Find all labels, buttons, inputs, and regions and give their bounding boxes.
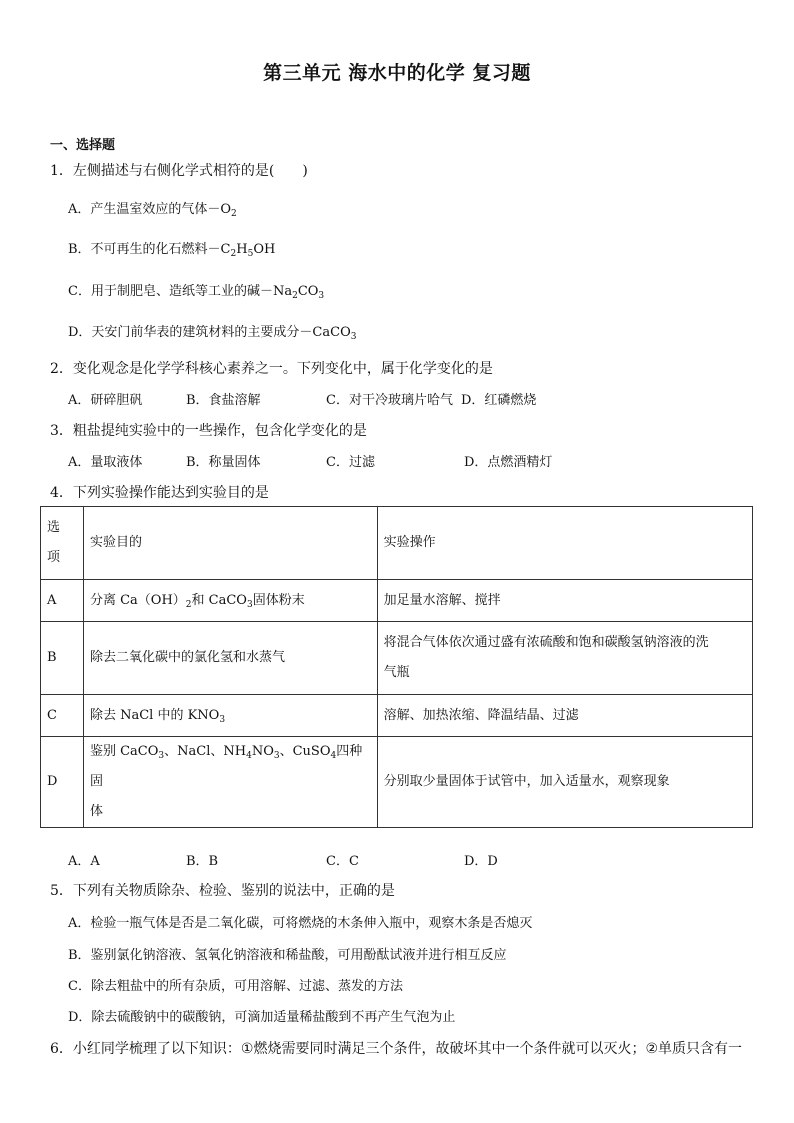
question-4-option-b: B．B xyxy=(186,854,219,869)
table-header-row xyxy=(41,507,753,580)
question-5-option-b: B．鉴别氯化钠溶液、氢氧化钠溶液和稀盐酸，可用酚酞试液并进行相互反应 xyxy=(68,948,507,963)
question-3-option-d: D．点燃酒精灯 xyxy=(464,455,553,470)
question-2-option-d: D．红磷燃烧 xyxy=(461,393,537,408)
question-3-option-a: A．量取液体 xyxy=(68,455,143,470)
question-2-stem: 2．变化观念是化学学科核心素养之一。下列变化中，属于化学变化的是 xyxy=(50,361,493,377)
question-5-option-d: D．除去硫酸钠中的碳酸钠，可滴加适量稀盐酸到不再产生气泡为止 xyxy=(68,1010,456,1025)
row-b-purpose: 除去二氧化碳中的氯化氢和水蒸气 xyxy=(83,622,377,695)
question-1-option-d: D．天安门前华表的建筑材料的主要成分－CaCO$_3$ xyxy=(68,325,357,342)
row-d-operation: 分别取少量固体于试管中，加入适量水，观察现象 xyxy=(377,737,752,828)
page-title: 第三单元 海水中的化学 复习题 xyxy=(263,62,531,84)
row-a-purpose: 分离 $Ca(OH)_2$和 CaCO$_3$固体粉末 xyxy=(83,580,377,622)
question-1-option-a: A．产生温室效应的气体$-O_2$ xyxy=(68,202,237,219)
table-row xyxy=(41,580,753,622)
row-d-purpose: 鉴别 CaCO$_3$、NaCl、$NH_4NO_3$、CuSO$_4$四种固 体 xyxy=(83,737,377,828)
table-row xyxy=(41,622,753,695)
question-3-option-c: C．过滤 xyxy=(326,455,375,470)
question-2-option-b: B．食盐溶解 xyxy=(186,393,261,408)
table-row xyxy=(41,695,753,737)
row-c-option: C xyxy=(41,695,84,737)
question-4-option-c: C．C xyxy=(326,854,359,869)
row-d-option: D xyxy=(41,737,84,828)
row-b-option: B xyxy=(41,622,84,695)
question-2-option-c: C．对干冷玻璃片哈气 xyxy=(326,393,453,408)
row-a-operation: 加足量水溶解、搅拌 xyxy=(377,580,752,622)
row-c-operation: 溶解、加热浓缩、降温结晶、过滤 xyxy=(377,695,752,737)
question-3-option-b: B．称量固体 xyxy=(186,455,261,470)
row-b-operation: 将混合气体依次通过盛有浓硫酸和饱和碳酸氢钠溶液的洗 气瓶 xyxy=(377,622,752,695)
question-1-option-b: B．不可再生的化石燃料$-C_2H_5OH$ xyxy=(68,242,276,259)
section-heading: 一、选择题 xyxy=(50,138,116,153)
question-1-stem: 1．左侧描述与右侧化学式相符的是( ) xyxy=(50,163,308,179)
question-4-option-d: D．D xyxy=(464,854,498,869)
question-6-stem: 6．小红同学梳理了以下知识：①燃烧需要同时满足三个条件，故破坏其中一个条件就可以灭火；②单质只含有一 xyxy=(50,1041,743,1057)
question-3-stem: 3．粗盐提纯实验中的一些操作，包含化学变化的是 xyxy=(50,423,367,439)
header-purpose: 实验目的 xyxy=(83,507,377,580)
question-5-stem: 5．下列有关物质除杂、检验、鉴别的说法中，正确的是 xyxy=(50,883,395,899)
experiment-table xyxy=(40,506,753,828)
question-5-option-a: A．检验一瓶气体是否是二氧化碳，可将燃烧的木条伸入瓶中，观察木条是否熄灭 xyxy=(68,916,533,931)
question-4-option-a: A．A xyxy=(68,854,100,869)
question-2-option-a: A．研碎胆矾 xyxy=(68,393,143,408)
row-a-option: A xyxy=(41,580,84,622)
question-5-option-c: C．除去粗盐中的所有杂质，可用溶解、过滤、蒸发的方法 xyxy=(68,979,403,994)
table-row xyxy=(41,737,753,828)
question-1-option-c: C．用于制肥皂、造纸等工业的碱$-Na_2CO_3$ xyxy=(68,284,325,301)
header-operation: 实验操作 xyxy=(377,507,752,580)
header-option: 选 项 xyxy=(41,507,84,580)
question-4-stem: 4．下列实验操作能达到实验目的是 xyxy=(50,485,269,501)
row-c-purpose: 除去 NaCl 中的 $KNO_3$ xyxy=(83,695,377,737)
